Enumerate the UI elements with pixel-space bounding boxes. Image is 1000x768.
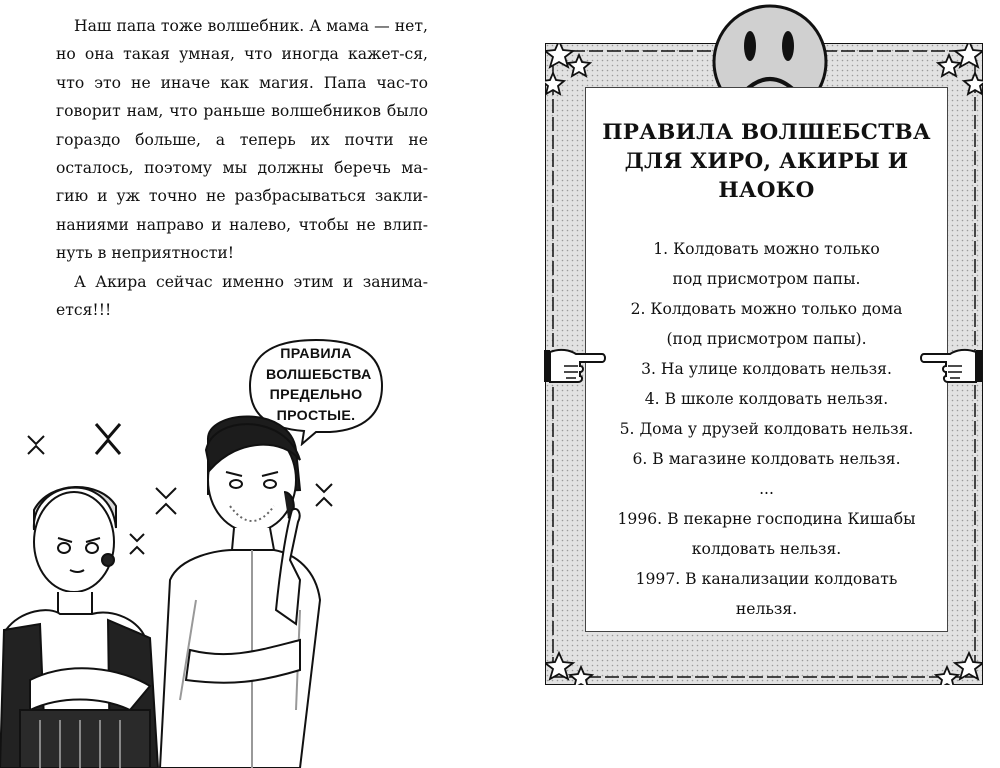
rules-list [586,234,947,624]
woman-character [0,487,158,768]
story-text [56,12,428,324]
rule-line: 1. Колдовать можно только [653,240,880,258]
rule-line: 3. На улице колдовать нельзя. [641,360,892,378]
rule-line: 4. В школе колдовать нельзя. [644,390,889,408]
pointing-hand-icon [920,342,986,390]
rules-card [585,87,948,632]
rule-line: 1997. В канализации колдовать [635,570,898,588]
pointing-hand-icon [540,342,606,390]
rule-line: 5. Дома у друзей колдовать нельзя. [619,420,914,438]
rule-line: (под присмотром папы). [666,330,867,348]
rule-line: 6. В магазине колдовать нельзя. [632,450,901,468]
man-character [160,416,320,768]
rule-line: 2. Колдовать можно только дома [630,300,903,318]
paragraph: Наш папа тоже волшебник. А мама — нет, но она такая умная, что иногда кажет-ся, что это не иначе как магия. Папа час-то говорит нам, что раньше волшебников было гораздо больше, а теперь их почти не осталось, поэтому мы должны беречь ма-гию и уж точно не разбрасываться закли-наниями направо и налево, чтобы не влип-нуть в неприятности! [56,17,428,263]
rule-line: нельзя. [735,600,798,618]
rule-line: 1996. В пекарне господина Кишабы [617,510,916,528]
rule-line: колдовать нельзя. [691,540,842,558]
rule-line: ... [759,480,774,498]
rule-line: под присмотром папы. [672,270,861,288]
rules-title: ПРАВИЛА ВОЛШЕБСТВА ДЛЯ ХИРО, АКИРЫ И НАОКО [602,120,931,203]
characters-illustration [0,410,420,768]
speech-bubble-text: ПРАВИЛА ВОЛШЕБСТВА ПРЕДЕЛЬНО ПРОСТЫЕ. [266,346,372,424]
paragraph: А Акира сейчас именно этим и занима-ется!!! [56,272,428,320]
